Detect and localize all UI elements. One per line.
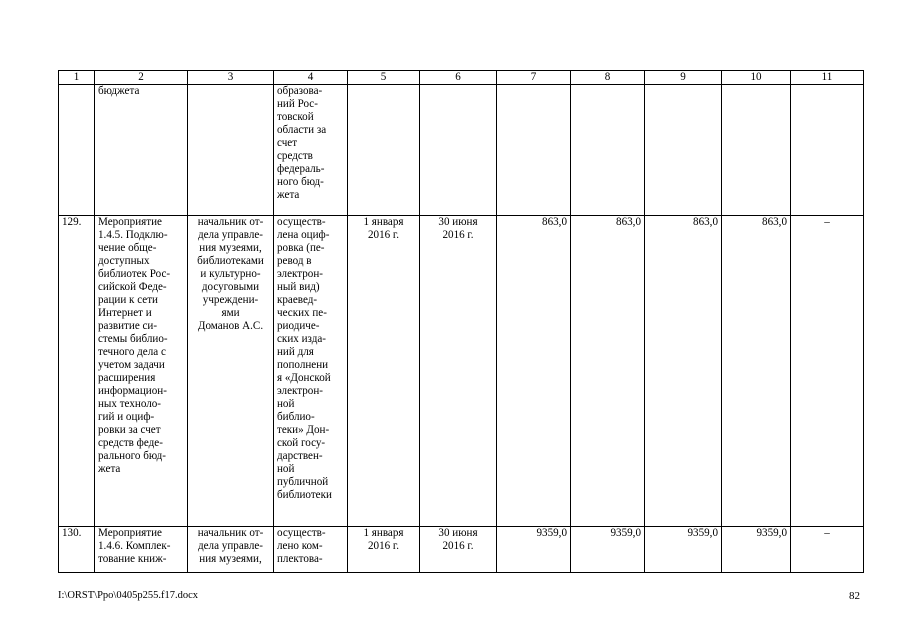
responsible-person: начальник от- дела управле- ния музеями, библиотеками и культурно- досуговыми учреждени- ями Доманов А.С. — [188, 216, 274, 527]
header-row — [59, 71, 864, 85]
document-file-path: I:\ORST\Ppo\0405p255.f17.docx — [58, 590, 199, 601]
value-col-11 — [791, 85, 864, 216]
measures-table — [58, 70, 864, 573]
column-header: 8 — [571, 71, 645, 85]
end-date: 30 июня 2016 г. — [420, 216, 497, 527]
column-header: 5 — [348, 71, 420, 85]
value-col-8: 9359,0 — [571, 527, 645, 573]
value-col-7 — [497, 85, 571, 216]
end-date — [420, 85, 497, 216]
start-date: 1 января 2016 г. — [348, 527, 420, 573]
value-col-9 — [645, 85, 722, 216]
row-number — [59, 85, 95, 216]
value-col-10: 863,0 — [722, 216, 791, 527]
column-header: 9 — [645, 71, 722, 85]
value-col-11: – — [791, 527, 864, 573]
start-date: 1 января 2016 г. — [348, 216, 420, 527]
value-col-8: 863,0 — [571, 216, 645, 527]
end-date: 30 июня 2016 г. — [420, 527, 497, 573]
column-header: 11 — [791, 71, 864, 85]
expected-result: осуществ- лена оциф- ровка (пе- ревод в электрон- ный вид) краевед- ческих пе- риодиче- ских изда- ний для пополнени я «Донской электрон- ной библио- теки» Дон- ской госу- дарствен- ной публичной библиотеки — [274, 216, 348, 527]
measure-name: бюджета — [95, 85, 188, 216]
table-row — [59, 527, 864, 573]
row-number: 129. — [59, 216, 95, 527]
column-header: 6 — [420, 71, 497, 85]
measure-name: Мероприятие 1.4.6. Комплек- тование книж- — [95, 527, 188, 573]
page-number: 82 — [849, 590, 860, 602]
expected-result: образова- ний Рос- товской области за счет средств федераль- ного бюд- жета — [274, 85, 348, 216]
start-date — [348, 85, 420, 216]
table-row — [59, 216, 864, 527]
column-header: 2 — [95, 71, 188, 85]
responsible-person — [188, 85, 274, 216]
column-header: 7 — [497, 71, 571, 85]
row-number: 130. — [59, 527, 95, 573]
value-col-8 — [571, 85, 645, 216]
column-header: 3 — [188, 71, 274, 85]
value-col-7: 9359,0 — [497, 527, 571, 573]
table-row — [59, 85, 864, 216]
value-col-9: 863,0 — [645, 216, 722, 527]
measure-name: Мероприятие 1.4.5. Подклю- чение обще- доступных библиотек Рос- сийской Феде- рации к сети Интернет и развитие си- стемы библио- течного дела с учетом задачи расширения информацион- ных техноло- гий и оциф- ровки за счет средств феде- рального бюд- жета — [95, 216, 188, 527]
value-col-11: – — [791, 216, 864, 527]
responsible-person: начальник от- дела управле- ния музеями, — [188, 527, 274, 573]
column-header: 1 — [59, 71, 95, 85]
value-col-7: 863,0 — [497, 216, 571, 527]
expected-result: осуществ- лено ком- плектова- — [274, 527, 348, 573]
value-col-10: 9359,0 — [722, 527, 791, 573]
value-col-10 — [722, 85, 791, 216]
value-col-9: 9359,0 — [645, 527, 722, 573]
column-header: 10 — [722, 71, 791, 85]
column-header: 4 — [274, 71, 348, 85]
